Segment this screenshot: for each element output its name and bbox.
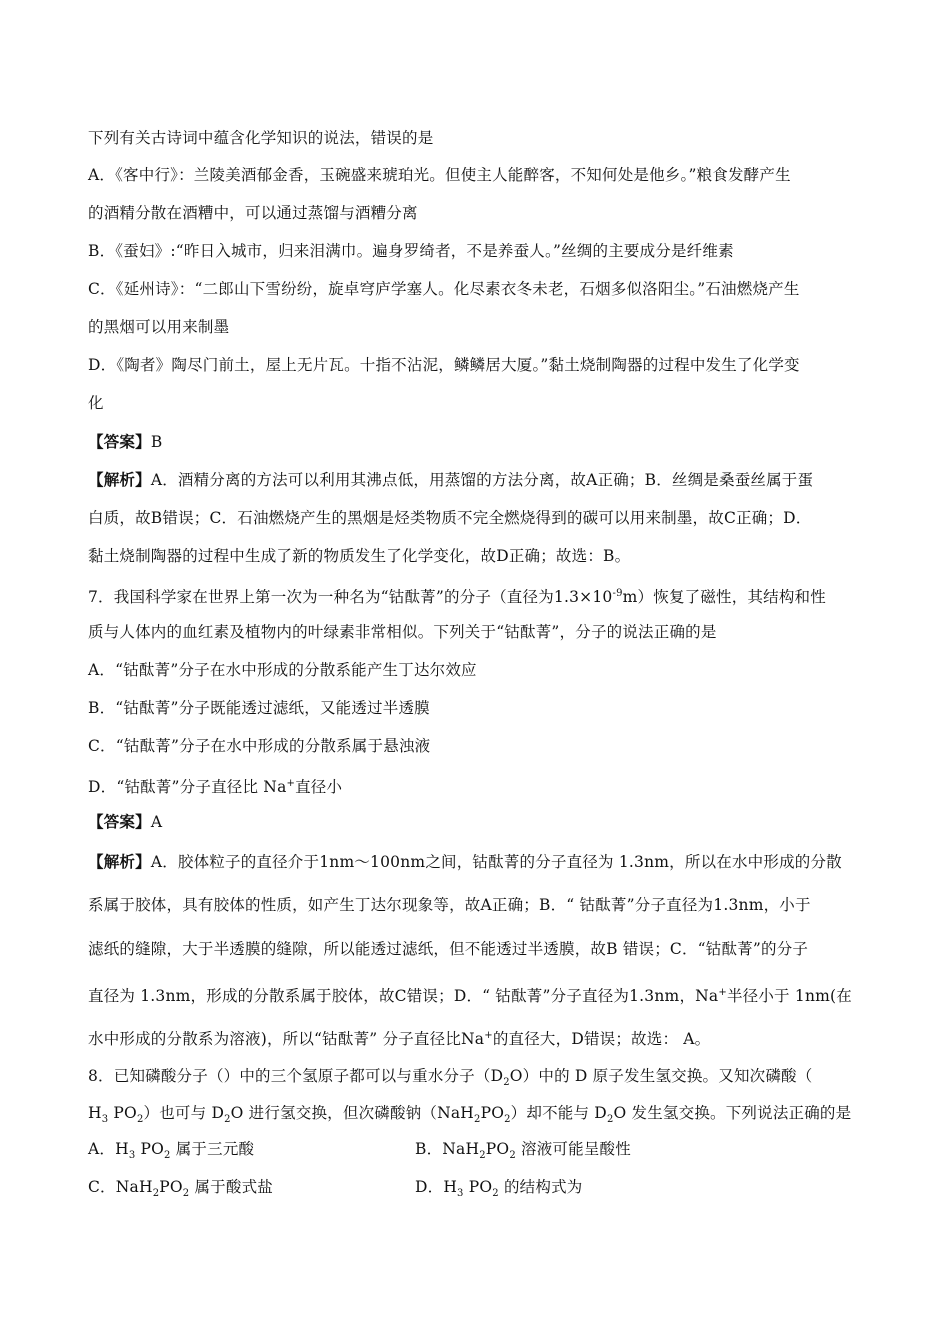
q8-option-a: A．$H_3$ $PO_2$ 属于三元酸 (88, 1140, 255, 1162)
q6-stem: 下列有关古诗词中蕴含化学知识的说法，错误的是 (88, 129, 434, 147)
q6-option-d: D．《陶者》陶尽门前土，屋上无片瓦。十指不沾泥，鳞鳞居大厦。”黏土烧制陶器的过程中发生了化学变 (88, 356, 800, 374)
q8-stem-2: $H_3$ $PO_2$）也可与 $D_2O$ 进行氢交换，但次磷酸钠$(NaH_2PO_2)$却不能与 $D_2O$ 发生氢交换。下列说法正确的是 (88, 1104, 852, 1126)
q8-stem-1: 8．已知磷酸分子（）中的三个氢原子都可以与重水分子$(D_2O)$中的 D 原子发生氢交换。又知次磷酸（ (88, 1067, 813, 1089)
q7-analysis-2: 系属于胶体，具有胶体的性质，如产生丁达尔现象等，故A正确；B．“ 钴酞菁”分子直径为1.3nm，小于 (88, 896, 811, 914)
q6-option-c: C．《延州诗》：“二郎山下雪纷纷，旋卓穹庐学塞人。化尽素衣冬未老，石烟多似洛阳尘。”石油燃烧产生 (88, 280, 800, 298)
q6-analysis-2: 白质，故B错误；C．石油燃烧产生的黑烟是烃类物质不完全燃烧得到的碳可以用来制墨，故C正确；D． (88, 509, 812, 527)
q7-analysis-1: 【解析】A．胶体粒子的直径介于1nm～100nm之间，钴酞菁的分子直径为 1.3nm，所以在水中形成的分散 (88, 852, 842, 871)
q6-option-d-cont: 化 (88, 394, 104, 412)
q6-option-b: B．《蚕妇》:“昨日入城市，归来泪满巾。遍身罗绮者，不是养蚕人。”丝绸的主要成分是纤维素 (88, 242, 734, 260)
q7-answer: 【答案】A (88, 812, 163, 831)
q6-answer: 【答案】B (88, 432, 163, 451)
q7-option-c: C．“钴酞菁”分子在水中形成的分散系属于悬浊液 (88, 737, 431, 755)
q7-option-b: B．“钴酞菁”分子既能透过滤纸，又能透过半透膜 (88, 699, 430, 717)
q6-option-a-cont: 的酒精分散在酒糟中，可以通过蒸馏与酒糟分离 (88, 204, 418, 222)
q7-stem-2: 质与人体内的血红素及植物内的叶绿素非常相似。下列关于“钴酞菁”，分子的说法正确的是 (88, 623, 717, 641)
q7-analysis-4: 直径为 1.3nm，形成的分散系属于胶体，故C错误；D．“ 钴酞菁”分子直径为1.3nm，Na+半径小于 1nm(在 (88, 987, 852, 1006)
q8-option-c: C．$NaH_2PO_2$ 属于酸式盐 (88, 1178, 273, 1200)
q7-option-a: A．“钴酞菁”分子在水中形成的分散系能产生丁达尔效应 (88, 661, 477, 679)
q8-option-b: B．$NaH_2PO_2$ 溶液可能呈酸性 (415, 1140, 631, 1162)
q8-option-d: D．$H_3$ $PO_2$ 的结构式为 (415, 1178, 583, 1200)
q7-analysis-3: 滤纸的缝隙，大于半透膜的缝隙，所以能透过滤纸，但不能透过半透膜，故B 错误；C．“钴酞菁”的分子 (88, 940, 809, 958)
q7-stem-1: 7．我国科学家在世界上第一次为一种名为“钴酞菁”的分子（直径为$1.3\times 10^{-9}m$）恢复了磁性，其结构和性 (88, 588, 826, 607)
q7-analysis-5: 水中形成的分散系为溶液)，所以“钴酞菁” 分子直径比Na+的直径大，D错误；故选： A。 (88, 1030, 711, 1049)
q6-analysis-1: 【解析】A．酒精分离的方法可以利用其沸点低，用蒸馏的方法分离，故A正确；B．丝绸是桑蚕丝属于蛋 (88, 470, 814, 489)
q6-analysis-3: 黏土烧制陶器的过程中生成了新的物质发生了化学变化，故D正确；故选：B。 (88, 547, 631, 565)
q7-option-d: D．“钴酞菁”分子直径比 Na+直径小 (88, 778, 343, 797)
q6-option-c-cont: 的黑烟可以用来制墨 (88, 318, 230, 336)
q6-option-a: A．《客中行》：兰陵美酒郁金香，玉碗盛来琥珀光。但使主人能醉客，不知何处是他乡。”粮食发酵产生 (88, 166, 791, 184)
